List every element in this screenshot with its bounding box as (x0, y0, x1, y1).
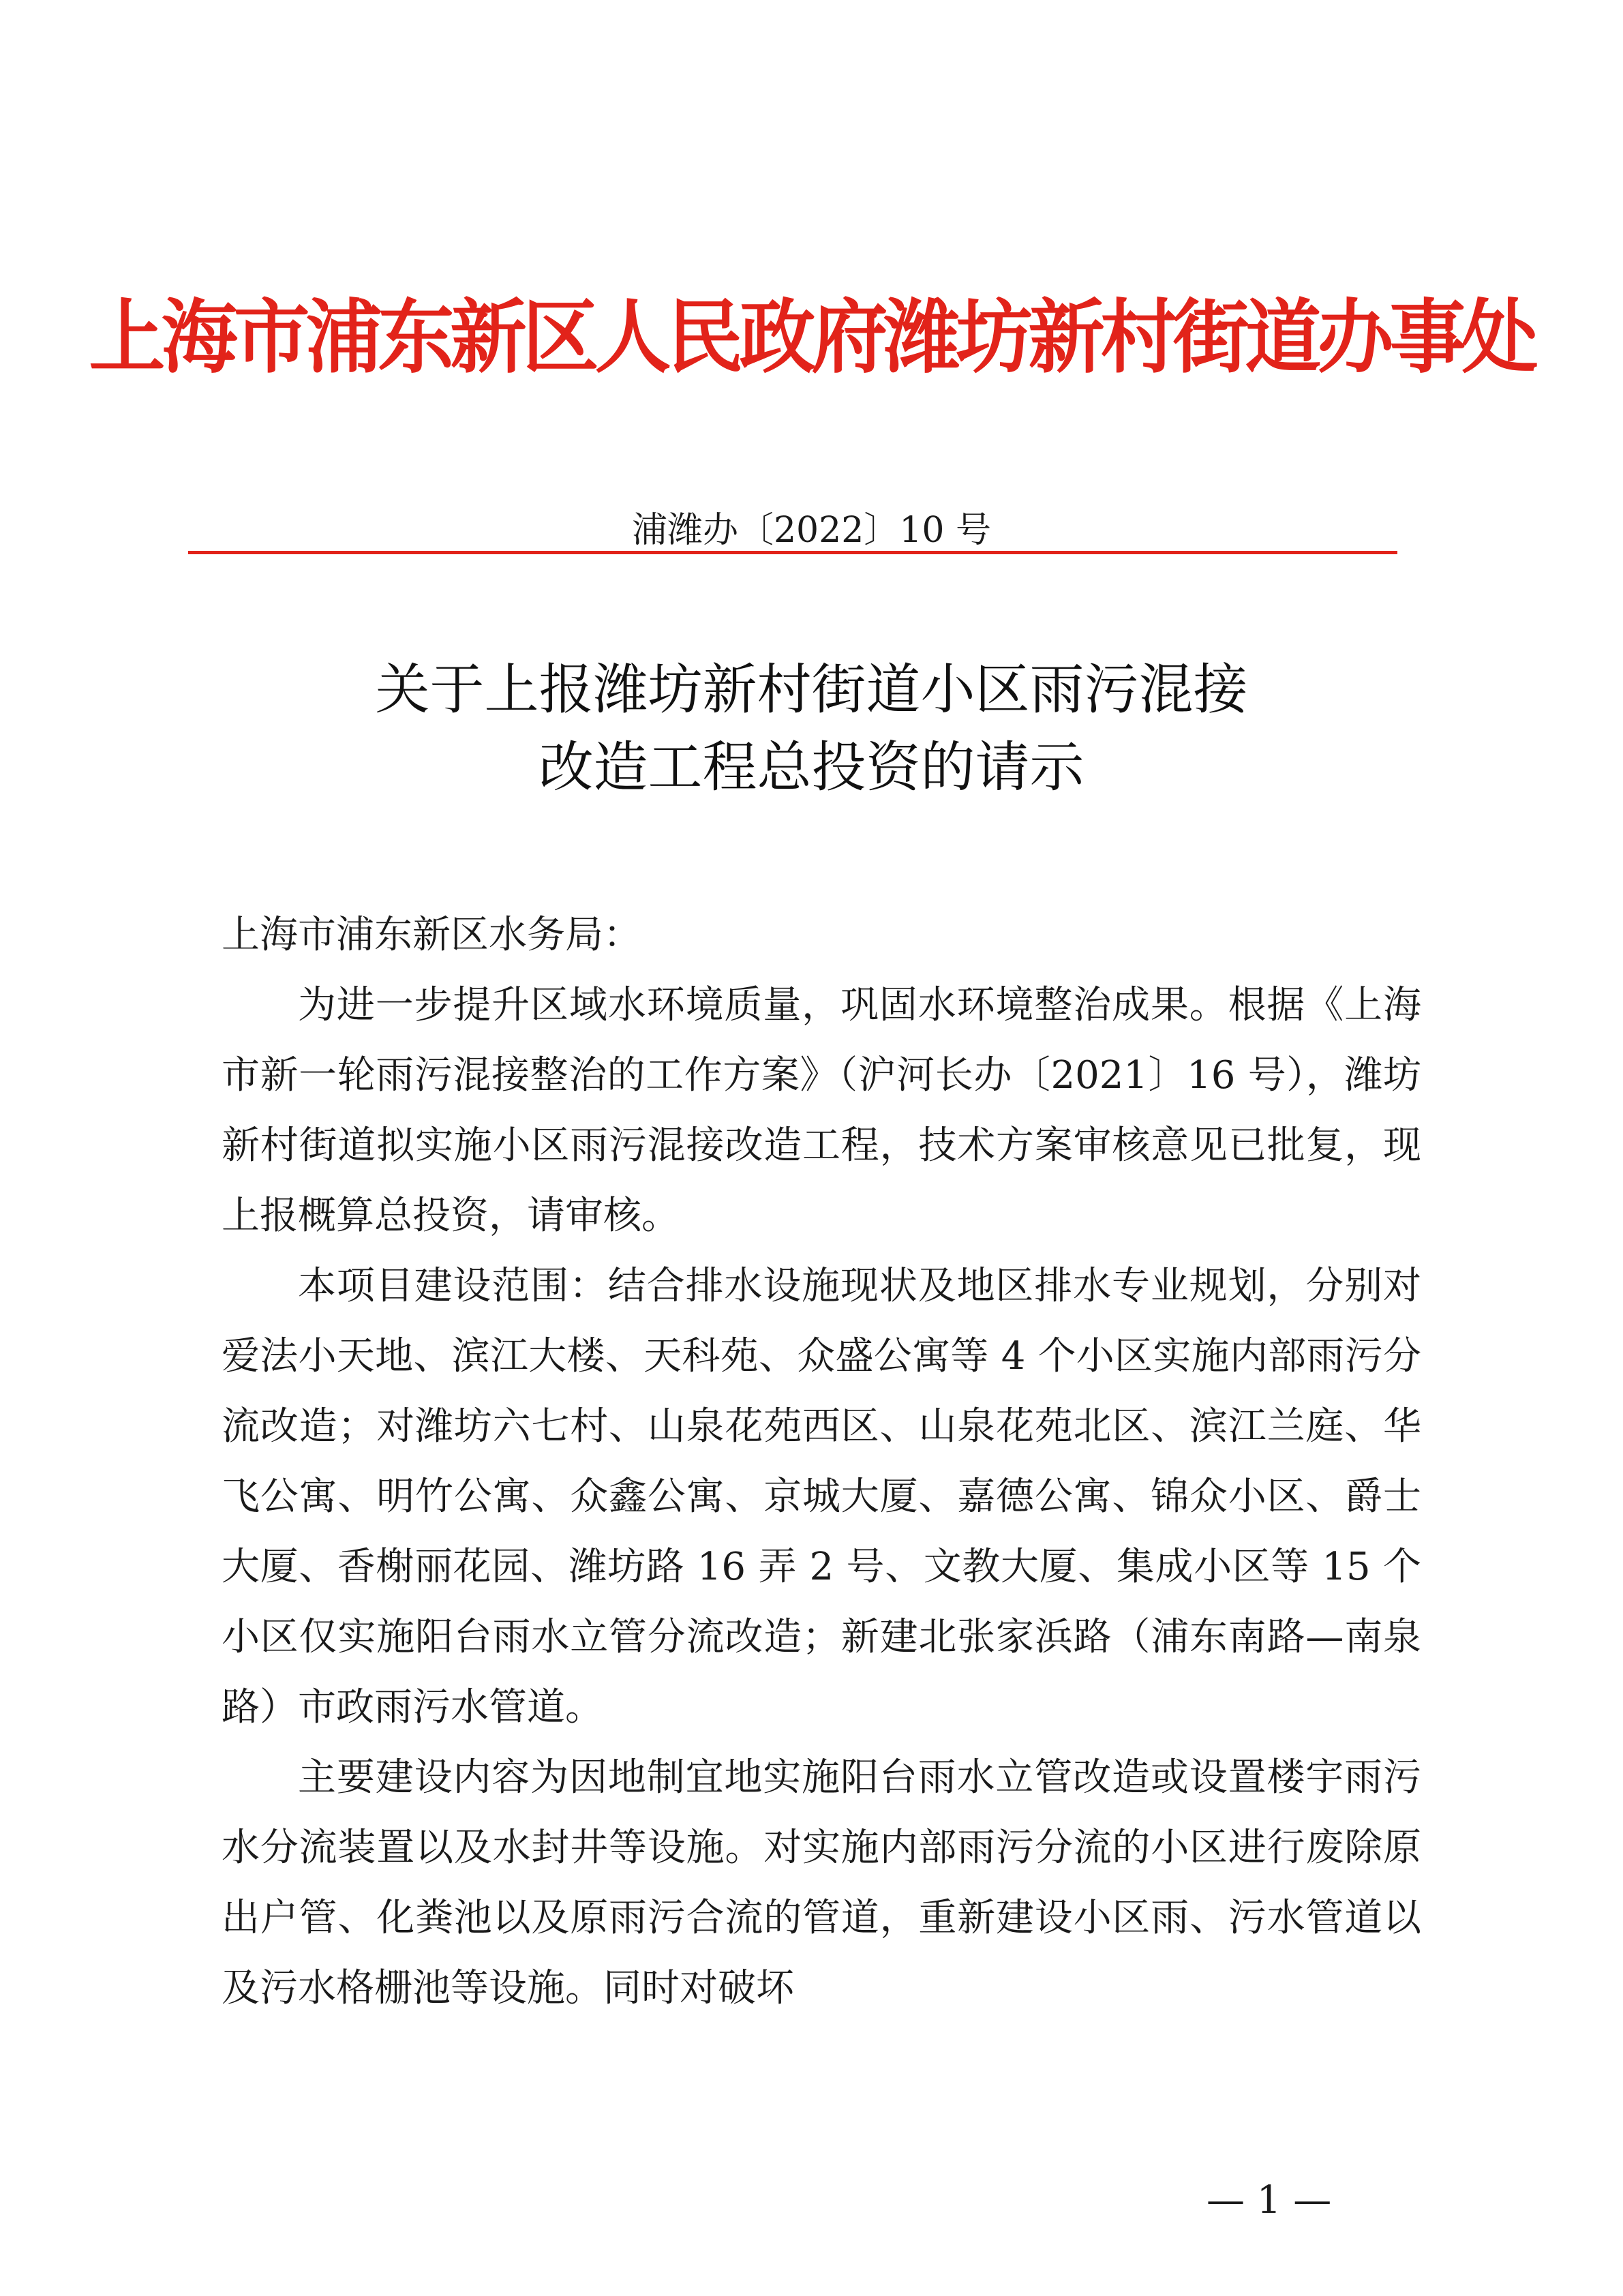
title-line-1: 关于上报潍坊新村街道小区雨污混接 (375, 658, 1248, 721)
title-line-2: 改造工程总投资的请示 (539, 736, 1084, 799)
document-title (0, 651, 1623, 806)
salutation: 上海市浦东新区水务局： (222, 913, 641, 957)
document-body (222, 900, 1421, 2023)
document-number: 浦潍办〔2022〕10 号 (631, 510, 992, 551)
body-paragraph: 主要建设内容为因地制宜地实施阳台雨水立管改造或设置楼宇雨污水分流装置以及水封井等设施。对实施内部雨污分流的小区进行废除原出户管、化粪池以及原雨污合流的管道，重新建设小区雨、污水管道以及污水格栅池等设施。同时对破坏 (222, 1755, 1421, 2010)
body-paragraph: 本项目建设范围：结合排水设施现状及地区排水专业规划，分别对爱法小天地、滨江大楼、天科苑、众盛公寓等 4 个小区实施内部雨污分流改造；对潍坊六七村、山泉花苑西区、山泉花苑北区、滨江兰庭、华飞公寓、明竹公寓、众鑫公寓、京城大厦、嘉德公寓、锦众小区、爵士大厦、香榭丽花园、潍坊路 16 弄 2 号、文教大厦、集成小区等 15 个小区仅实施阳台雨水立管分流改造；新建北张家浜路（浦东南路—南泉路）市政雨污水管道。 (222, 1264, 1421, 1729)
red-divider-line (188, 551, 1397, 554)
page-number: — 1 — (1207, 2178, 1332, 2222)
issuing-organization-header: 上海市浦东新区人民政府潍坊新村街道办事处 (89, 290, 1534, 384)
body-paragraph: 为进一步提升区域水环境质量，巩固水环境整治成果。根据《上海市新一轮雨污混接整治的工作方案》（沪河长办〔2021〕16 号），潍坊新村街道拟实施小区雨污混接改造工程，技术方案审核意见已批复，现上报概算总投资，请审核。 (222, 983, 1421, 1238)
